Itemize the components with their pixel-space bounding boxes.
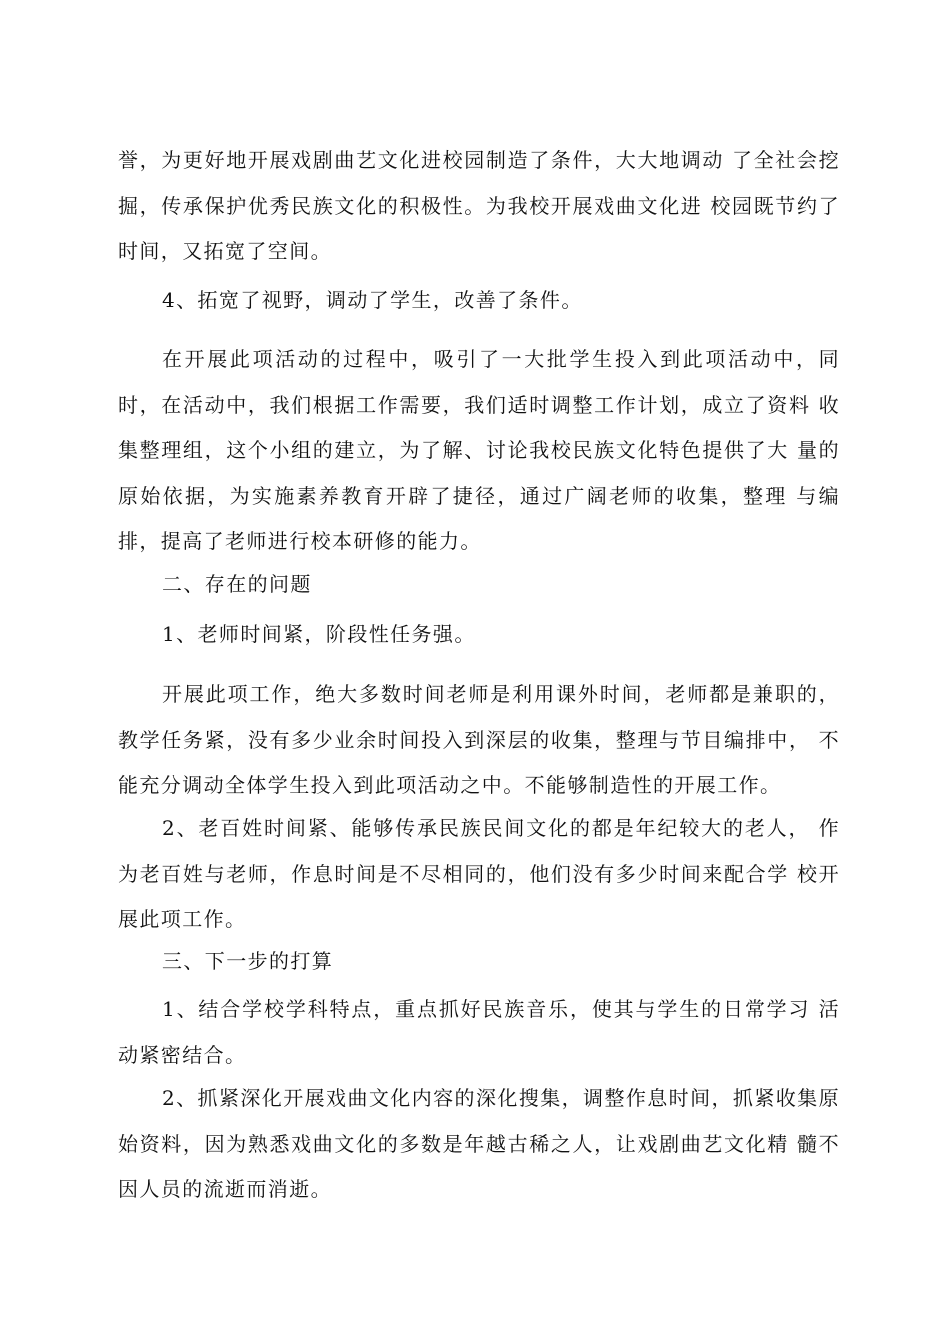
paragraph-activity-process: 在开展此项活动的过程中，吸引了一大批学生投入到此项活动中，同时，在活动中，我们根据工作需要，我们适时调整工作计划，成立了资料 收集整理组，这个小组的建立，为了解、讨论我校民族文化特色提供了大 量的原始依据，为实施素养教育开辟了捷径，通过广阔老师的收集，整理 与编排，提高了老师进行校本研修的能力。: [118, 347, 840, 553]
paragraph-point-4: 4、拓宽了视野，调动了学生，改善了条件。: [162, 288, 583, 312]
heading-existing-problems: 二、存在的问题: [162, 572, 312, 596]
paragraph-problem-2: 2、老百姓时间紧、能够传承民族民间文化的都是年纪较大的老人， 作为老百姓与老师，作息时间是不尽相同的，他们没有多少时间来配合学 校开展此项工作。: [118, 816, 840, 931]
heading-next-steps: 三、下一步的打算: [162, 949, 334, 973]
paragraph-plan-2: 2、抓紧深化开展戏曲文化内容的深化搜集，调整作息时间，抓紧收集原始资料，因为熟悉戏曲文化的多数是年越古稀之人，让戏剧曲艺文化精 髓不因人员的流逝而消逝。: [118, 1086, 840, 1201]
paragraph-plan-1: 1、结合学校学科特点，重点抓好民族音乐，使其与学生的日常学习 活动紧密结合。: [118, 997, 840, 1067]
paragraph-problem-1: 1、老师时间紧，阶段性任务强。: [162, 622, 476, 646]
paragraph-continuation: 誉，为更好地开展戏剧曲艺文化进校园制造了条件，大大地调动 了全社会挖掘，传承保护优秀民族文化的积极性。为我校开展戏曲文化进 校园既节约了时间，又拓宽了空间。: [118, 148, 840, 263]
paragraph-problem-1-detail: 开展此项工作，绝大多数时间老师是利用课外时间，老师都是兼职的，教学任务紧，没有多少业余时间投入到深层的收集，整理与节目编排中， 不能充分调动全体学生投入到此项活动之中。不能够制造性的开展工作。: [118, 682, 840, 797]
